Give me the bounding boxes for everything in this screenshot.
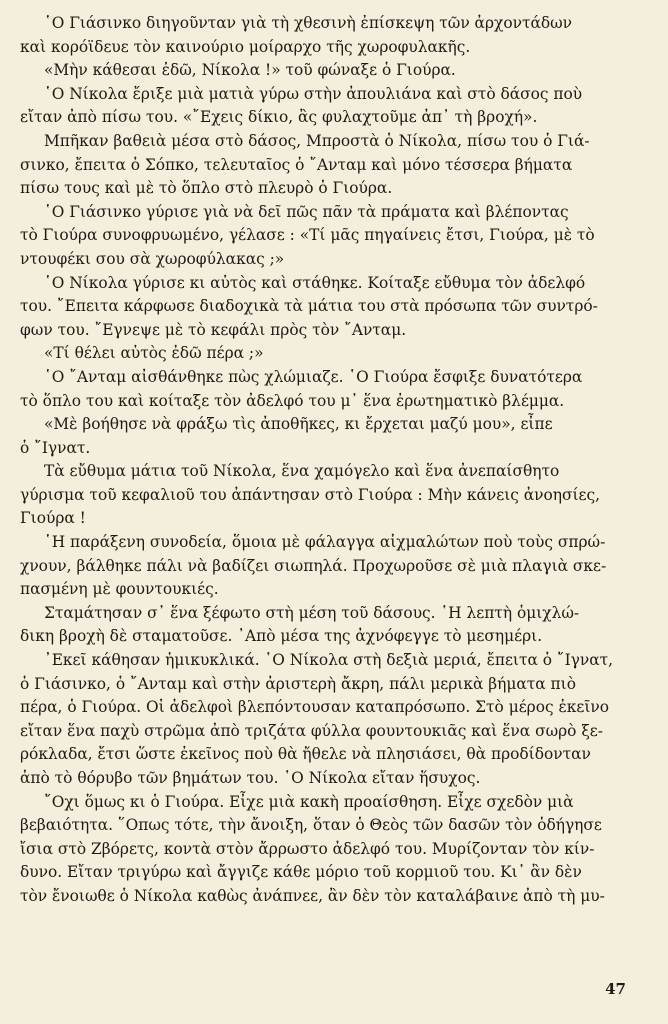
text-line: Τὰ εὔθυμα μάτια τοῦ Νίκολα, ἕνα χαμόγελο καὶ ἕνα ἀνεπαίσθητο bbox=[44, 462, 560, 481]
text-line: βεβαιότητα. ῞Οπως τότε, τὴν ἄνοιξη, ὅταν ὁ Θεὸς τῶν δασῶν τὸν ὁδήγησε bbox=[20, 816, 602, 835]
text-line: γύρισμα τοῦ κεφαλιοῦ του ἀπάντησαν στὸ Γιούρα : Μὴν κάνεις ἀνοησίες, bbox=[20, 485, 600, 504]
text-line: «Μὴν κάθεσαι ἐδῶ, Νίκολα !» τοῦ φώναξε ὁ Γιούρα. bbox=[44, 61, 456, 80]
text-line: «Τί θέλει αὐτὸς ἐδῶ πέρα ;» bbox=[44, 344, 264, 363]
text-line: φων του. ῎Εγνεψε μὲ τὸ κεφάλι πρὸς τὸν ῎Ανταμ. bbox=[20, 320, 407, 339]
text-line: πασμένη μὲ φουντουκιές. bbox=[20, 580, 219, 599]
text-line: ἀπὸ τὸ θόρυβο τῶν βημάτων του. ῾Ο Νίκολα εἴταν ἥσυχος. bbox=[20, 769, 481, 787]
text-line: τὸ ὅπλο του καὶ κοίταξε τὸν ἀδελφό του μ᾽ ἕνα ἐρωτηματικὸ βλέμμα. bbox=[20, 391, 565, 410]
text-line: ντουφέκι σου σὰ χωροφύλακας ;» bbox=[20, 249, 285, 268]
text-line: ἴσια στὸ Ζβόρετς, κοντὰ στὸν ἄρρωστο ἀδελφό του. Μυρίζονταν τὸν κίν- bbox=[20, 839, 595, 858]
body-text bbox=[20, 12, 632, 909]
text-line: «Μὲ βοήθησε νὰ φράξω τὶς ἀποθῆκες, κι ἔρχεται μαζύ μου», εἶπε bbox=[44, 415, 553, 434]
text-line: πίσω τους καὶ μὲ τὸ ὅπλο στὸ πλευρὸ ὁ Γιούρα. bbox=[20, 179, 393, 198]
text-line: ρόκλαδα, ἔτσι ὥστε ἐκεῖνος ποὺ θὰ ἤθελε νὰ πλησιάσει, θὰ προδίδονταν bbox=[20, 745, 591, 764]
text-line: πέρα, ὁ Γιούρα. Οἱ ἀδελφοὶ βλεπόντουσαν καταπρόσωπο. Στὸ μέρος ἐκεῖνο bbox=[20, 698, 610, 717]
text-line: Σταμάτησαν σ᾽ ἕνα ξέφωτο στὴ μέση τοῦ δάσους. ῾Η λεπτὴ ὁμιχλώ- bbox=[44, 603, 580, 622]
text-line: ῾Ο ῎Ανταμ αἰσθάνθηκε πὼς χλώμιαζε. ῾Ο Γιούρα ἔσφιξε δυνατότερα bbox=[44, 367, 583, 386]
text-line: ῾Ο Γιάσινκο διηγοῦνταν γιὰ τὴ χθεσινὴ ἐπίσκεψη τῶν ἀρχοντάδων bbox=[44, 14, 573, 32]
text-line: ῾Η παράξενη συνοδεία, ὅμοια μὲ φάλαγγα αἰχμαλώτων ποὺ τοὺς σπρώ- bbox=[44, 533, 606, 552]
text-line: δικη βροχὴ δὲ σταματοῦσε. ᾽Απὸ μέσα της ἀχνόφεγγε τὸ μεσημέρι. bbox=[20, 627, 543, 646]
text-line: δυνο. Εἴταν τριγύρω καὶ ἄγγιζε κάθε μόριο τοῦ κορμιοῦ του. Κι᾽ ἂν δὲν bbox=[20, 863, 582, 882]
page-number: 47 bbox=[605, 980, 626, 998]
text-line: καὶ κορόϊδευε τὸν καινούριο μοίραρχο τῆς χωροφυλακῆς. bbox=[20, 37, 471, 56]
text-line: εἴταν ἕνα παχὺ στρῶμα ἀπὸ τριζάτα φύλλα φουντουκιᾶς καὶ ἕνα σωρὸ ξε- bbox=[20, 721, 603, 740]
text-line: σινκο, ἔπειτα ὁ Σόπκο, τελευταῖος ὁ ῎Ανταμ καὶ μόνο τέσσερα βήματα bbox=[20, 155, 573, 174]
text-line: τὸ Γιούρα συνοφρυωμένο, γέλασε : «Τί μᾶς πηγαίνεις ἔτσι, Γιούρα, μὲ τὸ bbox=[20, 226, 595, 245]
text-line: εἴταν ἀπὸ πίσω του. «῎Εχεις δίκιο, ἂς φυλαχτοῦμε ἀπ᾽ τὴ βροχή». bbox=[20, 108, 538, 127]
text-line: τὸν ἔνοιωθε ὁ Νίκολα καθὼς ἀνάπνεε, ἂν δὲν τὸν καταλάβαινε ἀπὸ τὴ μυ- bbox=[20, 886, 605, 905]
text-line: ὁ ῎Ιγνατ. bbox=[20, 438, 91, 457]
text-line: Μπῆκαν βαθειὰ μέσα στὸ δάσος, Μπροστὰ ὁ Νίκολα, πίσω του ὁ Γιά- bbox=[44, 131, 590, 150]
text-line: ῾Ο Γιάσινκο γύρισε γιὰ νὰ δεῖ πῶς πᾶν τὰ πράματα καὶ βλέποντας bbox=[44, 202, 569, 221]
text-line: ῾Ο Νίκολα ἔριξε μιὰ ματιὰ γύρω στὴν ἀπουλιάνα καὶ στὸ δάσος ποὺ bbox=[44, 84, 583, 103]
text-line: του. ῎Επειτα κάρφωσε διαδοχικὰ τὰ μάτια του στὰ πρόσωπα τῶν συντρό- bbox=[20, 297, 598, 316]
text-line: χνουν, βάλθηκε πάλι νὰ βαδίζει σιωπηλά. Προχωροῦσε σὲ μιὰ πλαγιὰ σκε- bbox=[20, 556, 607, 575]
text-line: ὁ Γιάσινκο, ὁ ῎Ανταμ καὶ στὴν ἀριστερὴ ἄκρη, πάλι μερικὰ βήματα πιὸ bbox=[20, 674, 576, 693]
text-line: ῎Οχι ὅμως κι ὁ Γιούρα. Εἶχε μιὰ κακὴ προαίσθηση. Εἶχε σχεδὸν μιὰ bbox=[44, 792, 574, 811]
text-line: ῾Ο Νίκολα γύρισε κι αὐτὸς καὶ στάθηκε. Κοίταξε εὔθυμα τὸν ἀδελφό bbox=[44, 273, 586, 292]
text-line: ᾽Εκεῖ κάθησαν ἡμικυκλικά. ῾Ο Νίκολα στὴ δεξιὰ μεριά, ἔπειτα ὁ ῎Ιγνατ, bbox=[44, 651, 614, 670]
text-line: Γιούρα ! bbox=[20, 509, 86, 528]
